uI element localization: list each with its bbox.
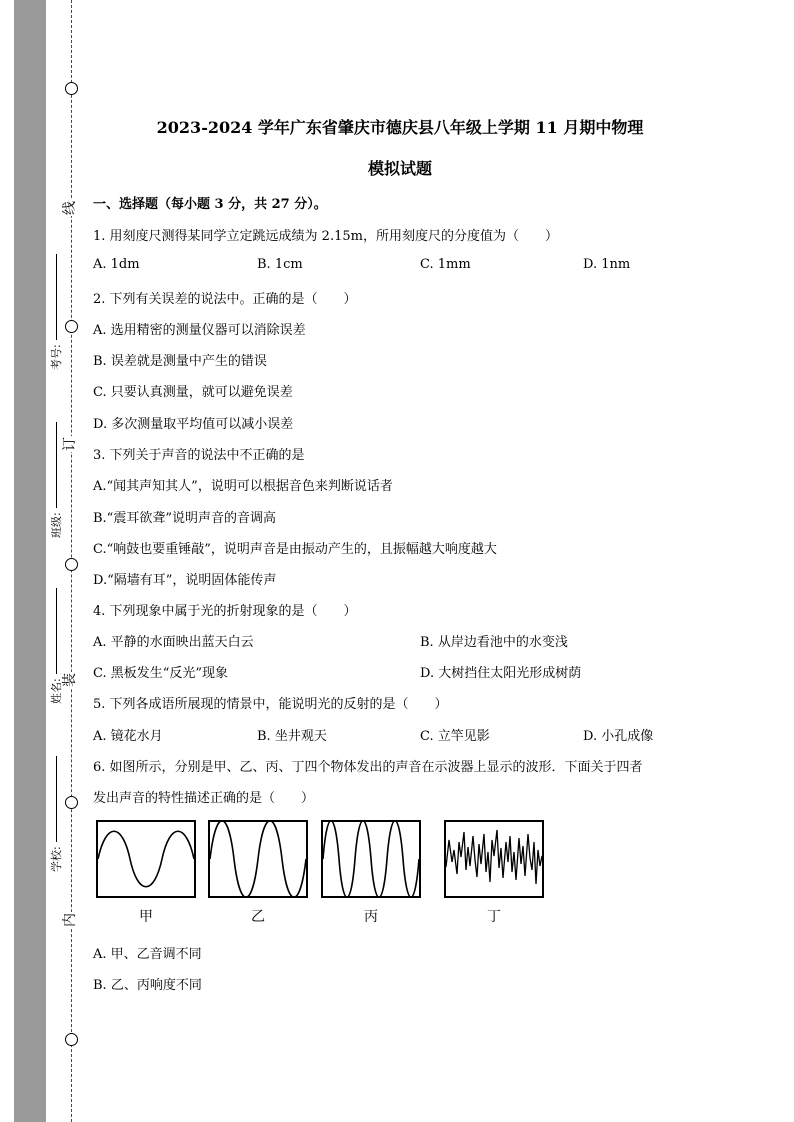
q1-option-b[interactable]: B. 1cm [257, 257, 303, 272]
question-6-stem: 6. 如图所示，分别是甲、乙、丙、丁四个物体发出的声音在示波器上显示的波形．下面关于四者 [93, 760, 643, 775]
waveform-jia [96, 820, 196, 898]
binding-hole-circle [65, 796, 78, 809]
waveform-ding [444, 820, 544, 898]
field-underline [55, 756, 57, 842]
section-heading: 一、选择题（每小题 3 分，共 27 分）。 [93, 197, 327, 212]
figure-label-jia: 甲 [139, 909, 153, 925]
question-6-stem-cont: 发出声音的特性描述正确的是（ ） [93, 791, 315, 806]
waveform-bing [321, 820, 421, 898]
question-3-stem: 3. 下列关于声音的说法中不正确的是 [93, 448, 305, 463]
q5-option-c[interactable]: C. 立竿见影 [420, 729, 490, 744]
figure-label-ding: 丁 [487, 909, 501, 925]
q5-option-d[interactable]: D. 小孔成像 [583, 729, 654, 744]
figure-label-bing: 丙 [364, 909, 378, 925]
q3-option-a[interactable]: A.“闻其声知其人”，说明可以根据音色来判断说话者 [93, 479, 393, 494]
binding-char-zhuang: 装 [62, 673, 78, 687]
q5-option-a[interactable]: A. 镜花水月 [93, 729, 163, 744]
q2-option-d[interactable]: D. 多次测量取平均值可以减小误差 [93, 417, 294, 432]
figure-label-yi: 乙 [251, 909, 265, 925]
q3-option-b[interactable]: B.“震耳欲聋”说明声音的音调高 [93, 511, 276, 526]
q6-option-a[interactable]: A. 甲、乙音调不同 [93, 947, 202, 962]
question-4-stem: 4. 下列现象中属于光的折射现象的是（ ） [93, 604, 357, 619]
binding-char-ding: 订 [62, 437, 78, 451]
q5-option-b[interactable]: B. 坐井观天 [257, 729, 327, 744]
question-5-stem: 5. 下列各成语所展现的情景中，能说明光的反射的是（ ） [93, 697, 448, 712]
binding-char-nei: 内 [62, 913, 78, 927]
q3-option-c[interactable]: C.“响鼓也要重锤敲”，说明声音是由振动产生的，且振幅越大响度越大 [93, 542, 497, 557]
question-1-stem: 1. 用刻度尺测得某同学立定跳远成绩为 2.15m，所用刻度尺的分度值为（ ） [93, 229, 558, 244]
binding-margin-bar [14, 0, 46, 1122]
waveform-ding-graphic [446, 822, 542, 896]
q1-option-c[interactable]: C. 1mm [420, 257, 471, 272]
page-title: 2023-2024 学年广东省肇庆市德庆县八年级上学期 11 月期中物理 [156, 118, 644, 137]
field-underline [55, 254, 57, 340]
binding-hole-circle [65, 1033, 78, 1046]
page-subtitle: 模拟试题 [367, 159, 432, 178]
field-label: 学校: [50, 846, 63, 872]
binding-hole-circle [65, 82, 78, 95]
field-underline [55, 422, 57, 508]
q2-option-b[interactable]: B. 误差就是测量中产生的错误 [93, 354, 267, 369]
q2-option-a[interactable]: A. 选用精密的测量仪器可以消除误差 [93, 323, 306, 338]
waveform-yi-graphic [210, 822, 306, 896]
field-label: 班级: [50, 512, 63, 538]
q1-option-d[interactable]: D. 1nm [583, 257, 631, 272]
field-label: 姓名: [50, 678, 63, 704]
q4-option-b[interactable]: B. 从岸边看池中的水变浅 [420, 635, 568, 650]
q4-option-a[interactable]: A. 平静的水面映出蓝天白云 [93, 635, 254, 650]
waveform-yi [208, 820, 308, 898]
q2-option-c[interactable]: C. 只要认真测量，就可以避免误差 [93, 385, 293, 400]
question-2-stem: 2. 下列有关误差的说法中。正确的是（ ） [93, 292, 357, 307]
q6-option-b[interactable]: B. 乙、丙响度不同 [93, 978, 202, 993]
binding-char-xian: 线 [62, 201, 78, 215]
q4-option-d[interactable]: D. 大树挡住太阳光形成树荫 [420, 666, 582, 681]
q3-option-d[interactable]: D.“隔墙有耳”，说明固体能传声 [93, 573, 277, 588]
binding-hole-circle [65, 558, 78, 571]
waveform-bing-graphic [323, 822, 419, 896]
field-label: 考号: [50, 344, 63, 370]
q1-option-a[interactable]: A. 1dm [93, 257, 140, 272]
field-underline [55, 588, 57, 674]
q4-option-c[interactable]: C. 黑板发生“反光”现象 [93, 666, 229, 681]
waveform-jia-graphic [98, 822, 194, 896]
binding-hole-circle [65, 320, 78, 333]
